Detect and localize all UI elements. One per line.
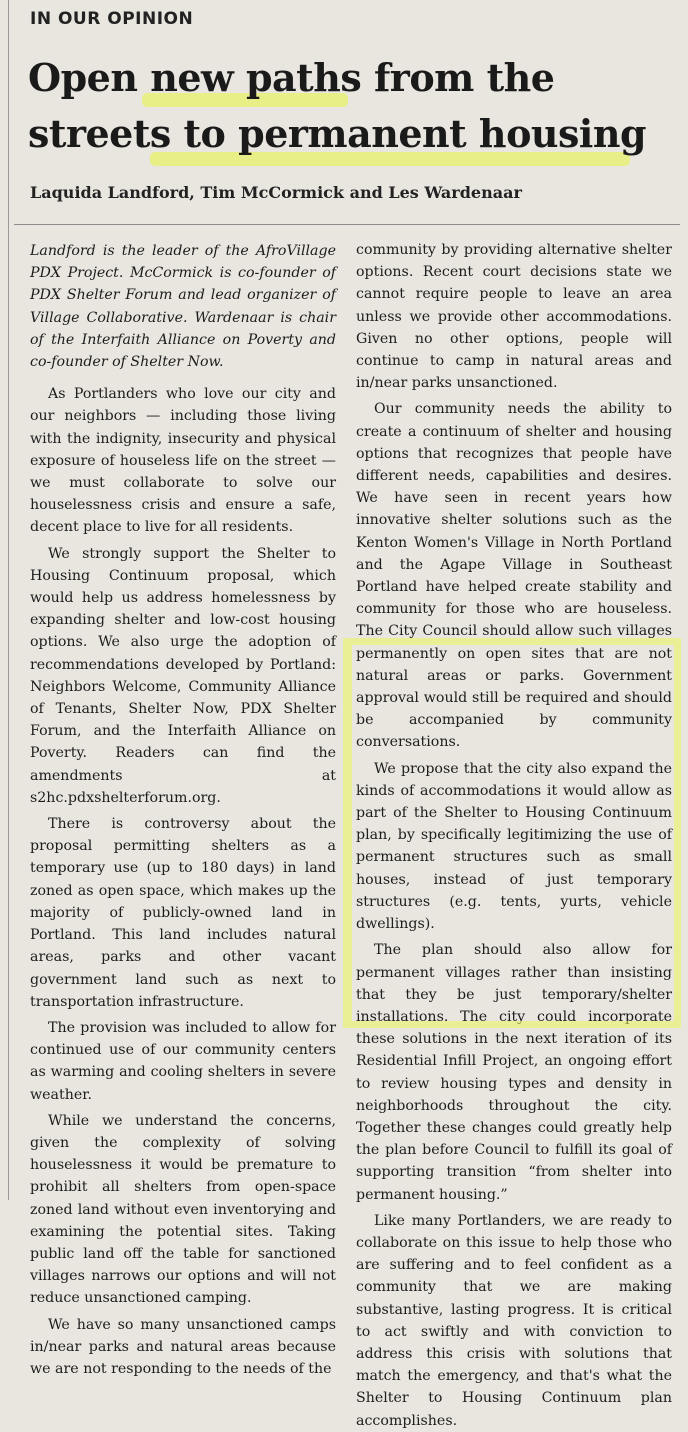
- right-column: [356, 239, 672, 1432]
- paragraph: There is controversy about the proposal permitting shelters as a temporary use (up to 180 days) in land zoned as open space, which makes up the majority of publicly-owned land in Portland. This land includes natural areas, parks and other vacant government land such as next to transportation infrastructure.: [30, 816, 336, 1010]
- paragraph: We strongly support the Shelter to Housing Continuum proposal, which would help us address homelessness by expanding shelter and low-cost housing options. We also urge the adoption of recommendations developed by Portland: Neighbors Welcome, Community Alliance of Tenants, Shelter Now, PDX Shelter Forum, and the Interfaith Alliance on Poverty. Readers can find the amendments at s2hc.pdxshelterforum.org.: [30, 545, 336, 806]
- paragraph: The plan should also allow for permanent villages rather than insisting that they be just temporary/shelter installations. The city could incorporate these solutions in the next iteration of its Residential Infill Project, an ongoing effort to review housing types and density in neighborhoods throughout the city. Together these changes could greatly help the plan before Council to fulfill its goal of supporting transition “from shelter into permanent housing.”: [356, 942, 672, 1203]
- paragraph: Our community needs the ability to create a continuum of shelter and housing options that recognizes that people have different needs, capabilities and desires. We have seen in recent years how innovative shelter solutions such as the Kenton Women's Village in North Portland and the Agape Village in Southeast Portland have helped create stability and community for those who are houseless. The City Council should allow such villages permanently on open sites that are not natural areas or parks. Government approval would still be required and should be accompanied by community conversations.: [356, 401, 672, 751]
- paragraph: The provision was included to allow for continued use of our community centers as warming and cooling shelters in severe weather.: [30, 1019, 336, 1103]
- paragraph: We propose that the city also expand the kinds of accommodations it would allow as part of the Shelter to Housing Continuum plan, by specifically legitimizing the use of permanent structures such as small houses, instead of just temporary structures (e.g. tents, yurts, vehicle dwellings).: [356, 760, 672, 933]
- paragraph: We have so many unsanctioned camps in/near parks and natural areas because we are not responding to the needs of the: [30, 1316, 336, 1377]
- paragraph: As Portlanders who love our city and our neighbors — including those living with the indignity, insecurity and physical exposure of houseless life on the street — we must collaborate to solve our houselessness crisis and ensure a safe, decent place to live for all residents.: [30, 386, 336, 536]
- paragraph-continued: community by providing alternative shelter options. Recent court decisions state we cannot require people to leave an area unless we provide other accommodations. Given no other options, people will continue to camp in natural areas and in/near parks unsanctioned.: [356, 242, 672, 392]
- author-bio: Landford is the leader of the AfroVillage PDX Project. McCormick is co-founder of PDX Shelter Forum and lead organizer of Village Collaborative. Wardenaar is chair of the Interfaith Alliance on Poverty and co-founder of Shelter Now.: [30, 243, 336, 371]
- headline-line-2: streets to permanent housing: [28, 111, 647, 156]
- headline: [28, 50, 678, 162]
- paragraph: Like many Portlanders, we are ready to collaborate on this issue to help those who are suffering and to feel confident as a community that we are making substantive, lasting progress. It is critical to act swiftly and with conviction to address this crisis with solutions that match the emergency, and that's what the Shelter to Housing Continuum plan accomplishes.: [356, 1212, 672, 1429]
- left-column: [30, 240, 336, 1380]
- divider: [14, 224, 680, 225]
- headline-line-1: Open new paths from the: [28, 55, 555, 100]
- paragraph: While we understand the concerns, given the complexity of solving houselessness it would be premature to prohibit all shelters from open-space zoned land without even inventorying and examining the potential sites. Taking public land off the table for sanctioned villages narrows our options and will not reduce unsanctioned camping.: [30, 1112, 336, 1307]
- byline: Laquida Landford, Tim McCormick and Les Wardenaar: [30, 183, 522, 202]
- column-rule: [8, 0, 9, 1200]
- section-kicker: IN OUR OPINION: [30, 9, 194, 29]
